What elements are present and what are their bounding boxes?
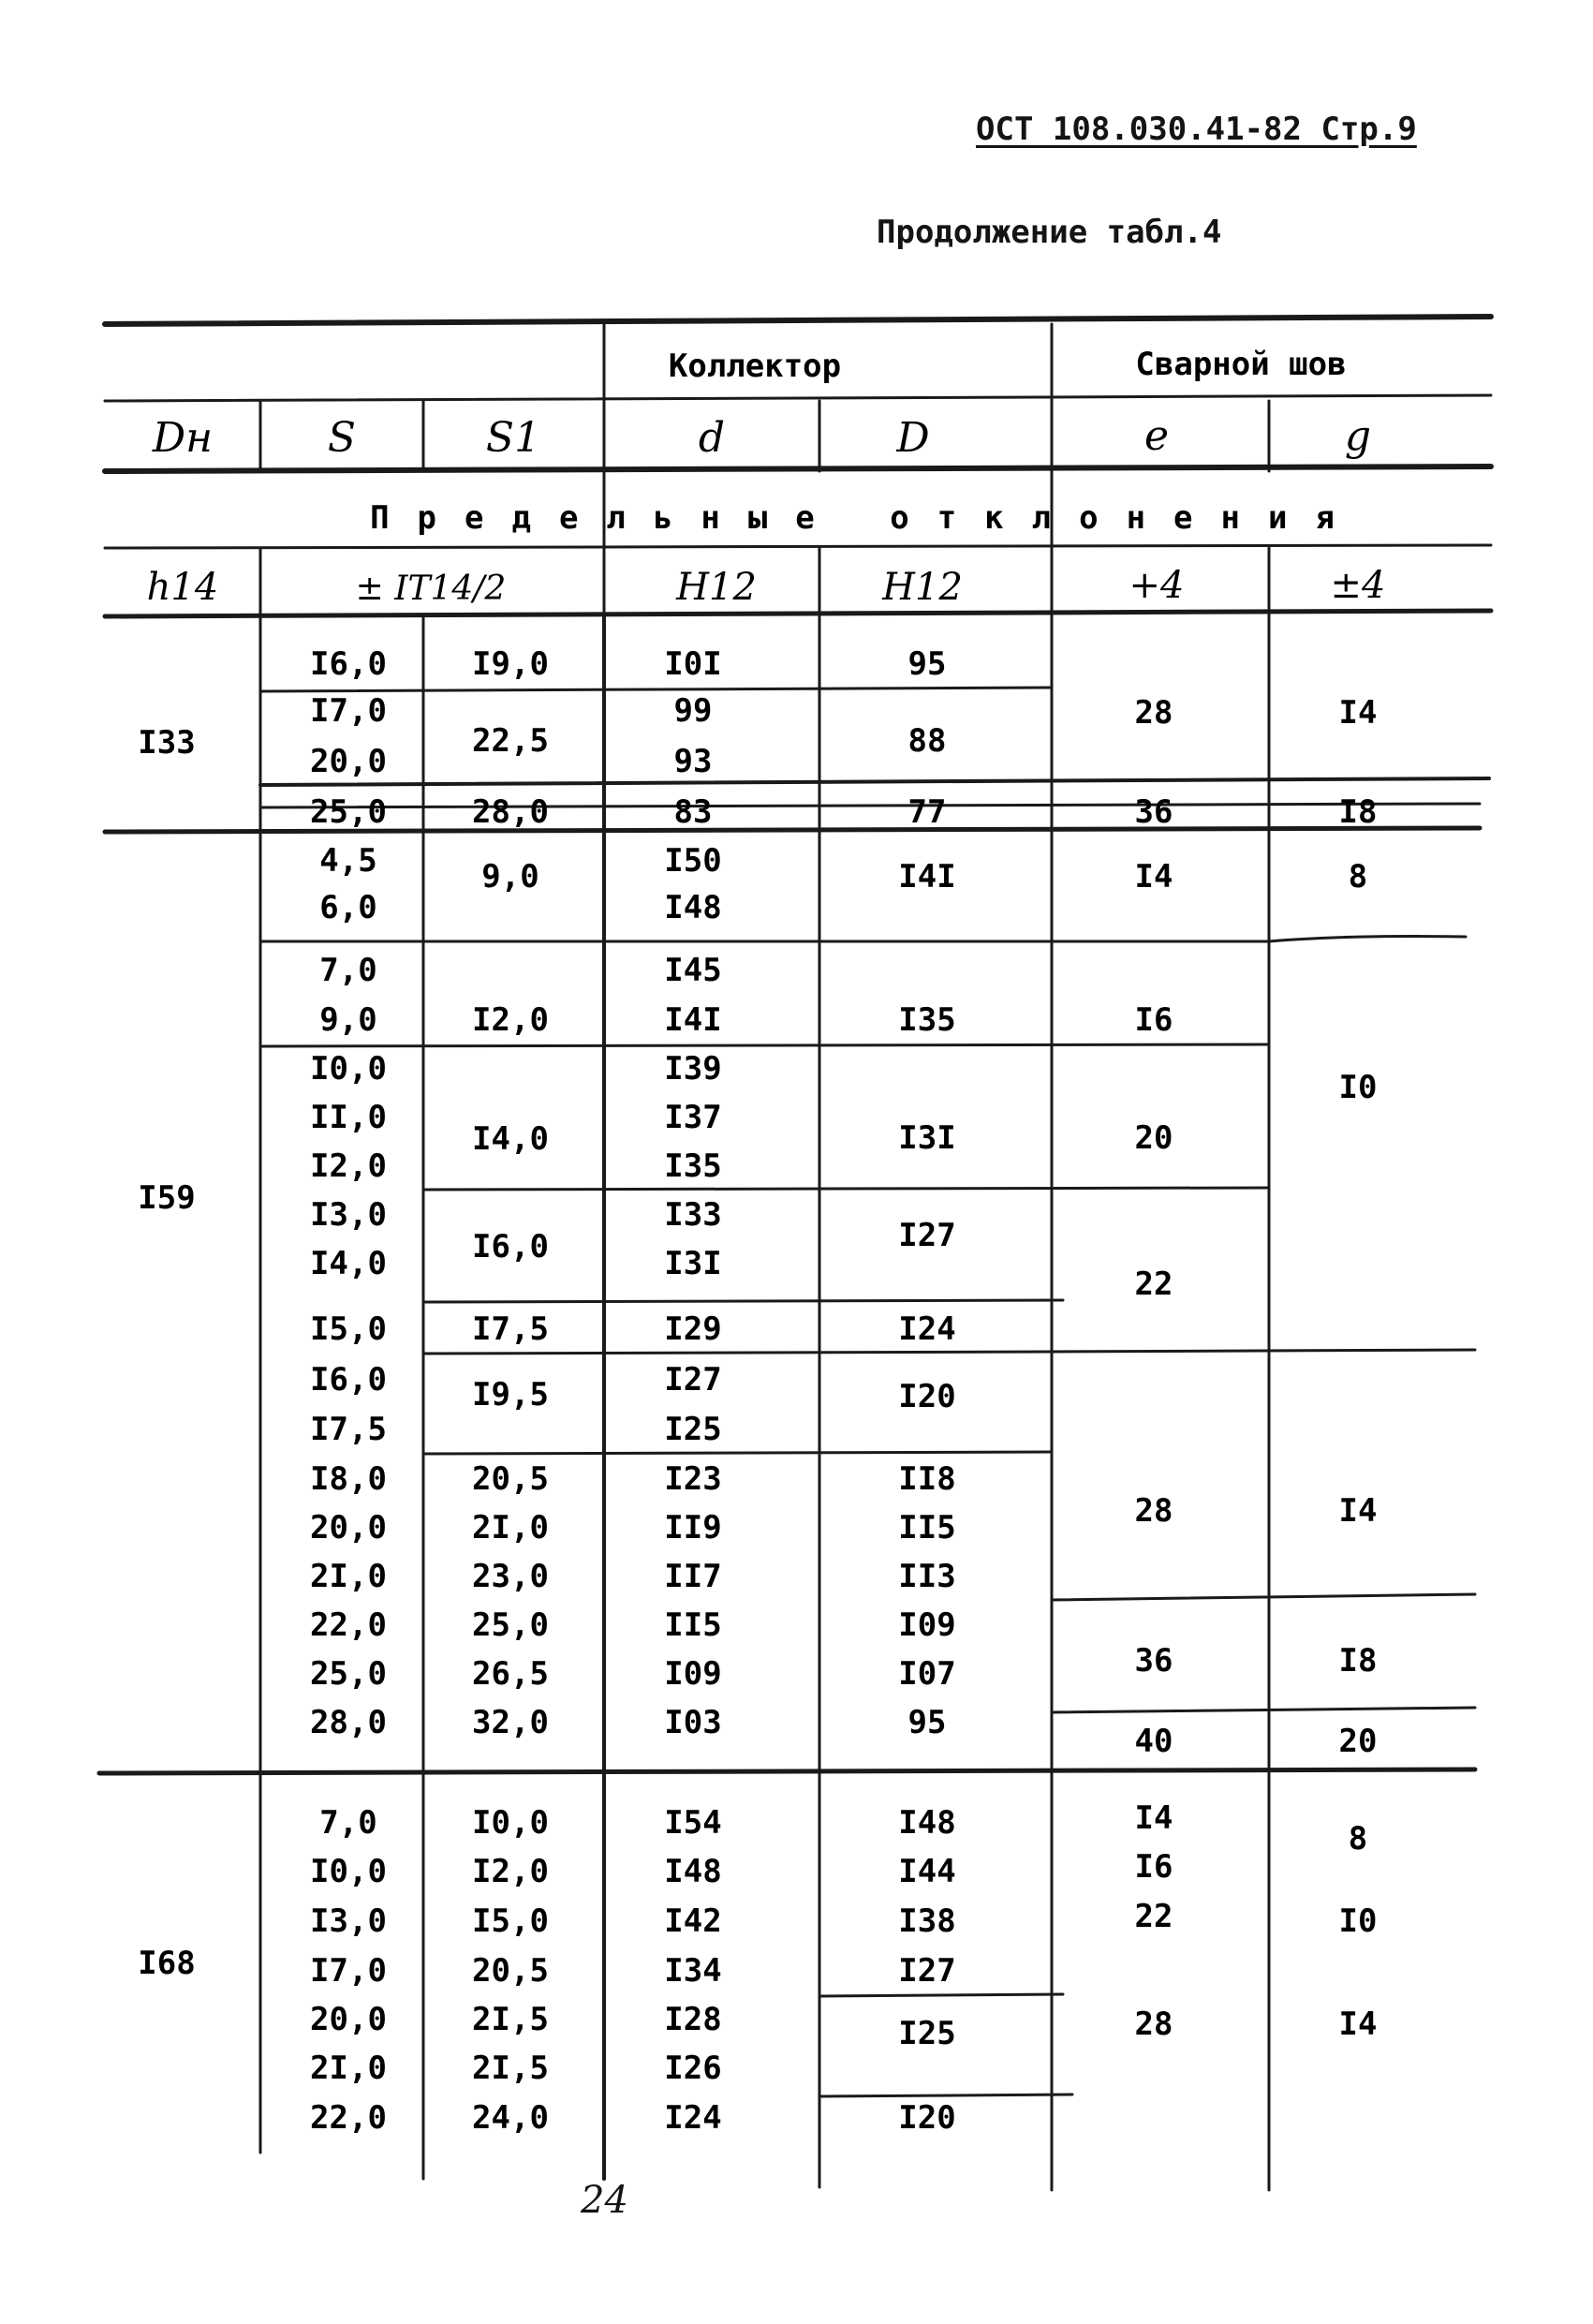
table-cell-s1: 25,0 <box>472 1606 549 1644</box>
table-cell-g: I0 <box>1338 1069 1378 1106</box>
table-cell-d-small: I24 <box>664 2099 722 2137</box>
table-cell-d-small: 93 <box>673 743 713 780</box>
cell-rule <box>423 1188 1269 1190</box>
table-cell-s: 9,0 <box>319 1001 377 1039</box>
table-cell-dn: I59 <box>138 1179 196 1217</box>
tol-e: +4 <box>1128 564 1185 607</box>
table-cell-s1: I6,0 <box>472 1228 549 1266</box>
table-cell-s: I7,5 <box>310 1411 387 1448</box>
cell-rule <box>423 1352 1052 1354</box>
table-cell-dn: I33 <box>138 724 196 762</box>
col-d-small: d <box>698 414 726 462</box>
tol-g: ±4 <box>1330 564 1386 607</box>
table-cell-s: I6,0 <box>310 1361 387 1399</box>
col-dn: Dн <box>152 414 214 462</box>
table-cell-s1: 24,0 <box>472 2099 549 2137</box>
rule-deviations <box>105 545 1491 548</box>
table-cell-s: II,0 <box>310 1099 387 1136</box>
cell-rule <box>1269 937 1466 941</box>
table-cell-s: 4,5 <box>319 842 377 880</box>
table-cell-d-small: II7 <box>664 1558 722 1595</box>
cell-rule <box>819 1994 1063 1996</box>
table-cell-s1: I0,0 <box>472 1804 549 1842</box>
table-cell-s1: 2I,0 <box>472 1509 549 1547</box>
page-number: 24 <box>581 2179 628 2222</box>
table-cell-e: 20 <box>1134 1119 1173 1157</box>
table-cell-s: 28,0 <box>310 1704 387 1741</box>
table-cell-s1: 32,0 <box>472 1704 549 1741</box>
table-cell-s1: I9,0 <box>472 645 549 683</box>
table-cell-d-big: I25 <box>898 2015 956 2052</box>
cell-rule <box>260 1044 1269 1046</box>
rule-columns <box>105 466 1491 471</box>
table-cell-s: I7,0 <box>310 692 387 730</box>
tol-d-big: H12 <box>882 566 963 609</box>
table-cell-s: 7,0 <box>319 1804 377 1842</box>
table-cell-g: 8 <box>1348 858 1368 896</box>
table-cell-s1: 26,5 <box>472 1655 549 1693</box>
table-cell-d-small: I42 <box>664 1902 722 1940</box>
tol-d-small: H12 <box>676 566 757 609</box>
table-cell-s: I0,0 <box>310 1853 387 1890</box>
rule-top <box>105 317 1491 324</box>
tol-dn: h14 <box>146 566 219 609</box>
document-code: ОСТ 108.030.41-82 Стр.9 <box>976 111 1417 148</box>
table-cell-s: 22,0 <box>310 2099 387 2137</box>
tol-s: ± IT14/2 <box>355 570 507 608</box>
table-cell-s1: I9,5 <box>472 1376 549 1414</box>
table-cell-d-big: I27 <box>898 1952 956 1990</box>
table-cell-d-small: I35 <box>664 1147 722 1185</box>
table-cell-e: 40 <box>1134 1723 1173 1760</box>
table-cell-d-big: 88 <box>907 722 947 760</box>
table-cell-d-big: 95 <box>907 1704 947 1741</box>
table-cell-d-big: 95 <box>907 645 947 683</box>
cell-rule <box>260 804 1480 807</box>
table-continuation-title: Продолжение табл.4 <box>877 214 1222 251</box>
table-cell-d-small: 83 <box>673 793 713 831</box>
table-cell-g: I8 <box>1338 793 1378 831</box>
table-cell-s1: 28,0 <box>472 793 549 831</box>
table-cell-d-small: II9 <box>664 1509 722 1547</box>
table-cell-e: 36 <box>1134 793 1173 831</box>
table-cell-s1: I7,5 <box>472 1310 549 1348</box>
table-cell-d-big: I20 <box>898 1378 956 1415</box>
cell-rule <box>1052 1708 1475 1712</box>
table-cell-e: 28 <box>1134 694 1173 732</box>
table-cell-s1: I4,0 <box>472 1120 549 1158</box>
table-cell-d-small: I23 <box>664 1460 722 1498</box>
table-cell-d-small: I3I <box>664 1245 722 1282</box>
table-cell-s: I0,0 <box>310 1050 387 1088</box>
table-cell-d-small: I48 <box>664 889 722 926</box>
table-cell-g: I4 <box>1338 1492 1378 1530</box>
table-cell-s1: 2I,5 <box>472 2050 549 2087</box>
table-cell-s: I2,0 <box>310 1147 387 1185</box>
table-cell-s: 20,0 <box>310 1509 387 1547</box>
col-d-big: D <box>896 414 930 462</box>
table-cell-s: I3,0 <box>310 1902 387 1940</box>
table-cell-s: I8,0 <box>310 1460 387 1498</box>
cell-rule <box>260 688 1052 691</box>
table-cell-d-big: I35 <box>898 1001 956 1039</box>
table-cell-d-small: I27 <box>664 1361 722 1399</box>
table-cell-d-big: II5 <box>898 1509 956 1547</box>
col-s: S <box>327 414 357 462</box>
table-cell-d-big: I24 <box>898 1310 956 1348</box>
table-cell-d-small: I34 <box>664 1952 722 1990</box>
table-cell-d-small: I45 <box>664 952 722 989</box>
table-cell-s: 20,0 <box>310 2001 387 2038</box>
col-s1: S1 <box>485 414 541 462</box>
table-cell-d-small: I37 <box>664 1099 722 1136</box>
table-cell-s1: 23,0 <box>472 1558 549 1595</box>
table-cell-s1: 9,0 <box>481 858 539 896</box>
table-cell-e: 28 <box>1134 2006 1173 2043</box>
cell-rule <box>260 778 1489 785</box>
rule-tolerances <box>105 611 1491 616</box>
table-cell-s: 6,0 <box>319 889 377 926</box>
table-cell-s1: 20,5 <box>472 1460 549 1498</box>
table-cell-s: I6,0 <box>310 645 387 683</box>
table-cell-e: 28 <box>1134 1492 1173 1530</box>
table-cell-d-small: 99 <box>673 692 713 730</box>
cell-rule <box>423 1300 1063 1302</box>
table-cell-d-small: I28 <box>664 2001 722 2038</box>
table-cell-s: 25,0 <box>310 793 387 831</box>
table-cell-d-big: I4I <box>898 858 956 896</box>
table-cell-g: I4 <box>1338 2006 1378 2043</box>
col-g: g <box>1344 412 1372 460</box>
table-cell-e: 22 <box>1134 1898 1173 1935</box>
table-cell-d-big: I48 <box>898 1804 956 1842</box>
table-cell-e: I4 <box>1134 858 1173 896</box>
table-cell-s1: 22,5 <box>472 722 549 760</box>
table-cell-d-small: I39 <box>664 1050 722 1088</box>
table-cell-g: I4 <box>1338 694 1378 732</box>
table-cell-s1: I5,0 <box>472 1902 549 1940</box>
deviations-title: Предельные отклонения <box>370 499 1363 537</box>
cell-rule <box>1052 1594 1475 1600</box>
table-cell-d-big: I44 <box>898 1853 956 1890</box>
table-cell-s: I4,0 <box>310 1245 387 1282</box>
rule-groups <box>105 395 1491 401</box>
table-cell-d-big: 77 <box>907 793 947 831</box>
table-cell-d-small: I0I <box>664 645 722 683</box>
table-cell-s: 7,0 <box>319 952 377 989</box>
table-cell-d-big: I3I <box>898 1119 956 1157</box>
table-cell-d-big: I09 <box>898 1606 956 1644</box>
table-cell-g: 8 <box>1348 1820 1368 1858</box>
table-cell-s: 20,0 <box>310 743 387 780</box>
table-cell-s: I3,0 <box>310 1196 387 1234</box>
table-cell-s1: I2,0 <box>472 1001 549 1039</box>
table-cell-d-big: I38 <box>898 1902 956 1940</box>
table-cell-s: 25,0 <box>310 1655 387 1693</box>
table-cell-d-small: I29 <box>664 1310 722 1348</box>
group-collector: Коллектор <box>668 348 842 385</box>
cell-rule <box>423 1452 1052 1454</box>
table-cell-s1: 20,5 <box>472 1952 549 1990</box>
table-cell-s1: I2,0 <box>472 1853 549 1890</box>
cell-rule <box>1052 1350 1475 1352</box>
table-cell-e: I6 <box>1134 1001 1173 1039</box>
table-cell-d-small: I33 <box>664 1196 722 1234</box>
table-cell-d-small: I09 <box>664 1655 722 1693</box>
table-cell-d-big: I07 <box>898 1655 956 1693</box>
table-cell-e: 36 <box>1134 1642 1173 1680</box>
table-cell-s: I7,0 <box>310 1952 387 1990</box>
table-cell-e: I6 <box>1134 1848 1173 1886</box>
table-cell-d-small: I26 <box>664 2050 722 2087</box>
table-cell-e: I4 <box>1134 1799 1173 1837</box>
group-weld: Сварной шов <box>1135 346 1347 383</box>
table-cell-s1: 2I,5 <box>472 2001 549 2038</box>
table-cell-d-small: I4I <box>664 1001 722 1039</box>
table-cell-d-big: II8 <box>898 1460 956 1498</box>
table-cell-d-small: I50 <box>664 842 722 880</box>
table-cell-d-big: I27 <box>898 1217 956 1254</box>
table-cell-s: 2I,0 <box>310 2050 387 2087</box>
table-cell-d-small: I25 <box>664 1411 722 1448</box>
table-cell-s: I5,0 <box>310 1310 387 1348</box>
table-cell-d-small: I54 <box>664 1804 722 1842</box>
table-cell-d-big: II3 <box>898 1558 956 1595</box>
table-cell-d-small: I48 <box>664 1853 722 1890</box>
table-cell-d-small: I03 <box>664 1704 722 1741</box>
table-cell-g: 20 <box>1338 1723 1378 1760</box>
col-e: e <box>1143 412 1170 460</box>
table-cell-dn: I68 <box>138 1945 196 1982</box>
cell-rule <box>819 2095 1072 2096</box>
table-cell-g: I8 <box>1338 1642 1378 1680</box>
table-cell-d-big: I20 <box>898 2099 956 2137</box>
table-cell-s: 2I,0 <box>310 1558 387 1595</box>
table-cell-e: 22 <box>1134 1266 1173 1303</box>
table-cell-g: I0 <box>1338 1902 1378 1940</box>
table-cell-s: 22,0 <box>310 1606 387 1644</box>
table-cell-d-small: II5 <box>664 1606 722 1644</box>
